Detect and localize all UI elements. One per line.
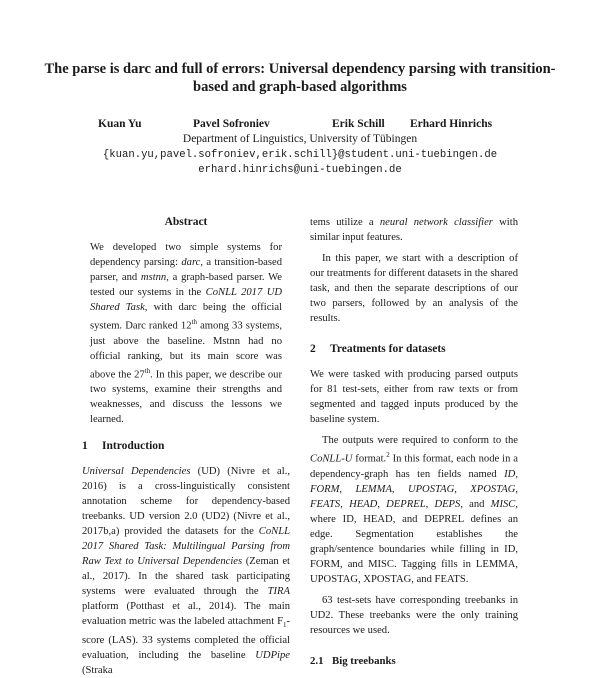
section-heading: 2 Treatments for datasets [310,343,446,355]
author-list [0,118,600,134]
author-name: Erhard Hinrichs [410,118,493,130]
author-name: Kuan Yu [98,118,142,130]
paragraph: tems utilize a neural network classifier with similar input features. [310,217,518,243]
left-column [82,215,290,678]
abstract-text: We developed two simple systems for dependency parsing: darc, a transition-based parser, and mstnn, a graph-based parser. We tested our systems in the CoNLL 2017 UD Shared Task, with darc being the official system. Darc ranked 12th among 33 systems, just above the baseline. Mstnn had no official ranking, but its main score was above the 27th. In this paper, we describe our two systems, examine their strengths and weaknesses, and discuss the lessons we learned. [90,242,283,426]
section-heading: 1 Introduction [82,440,165,453]
paragraph: 63 test-sets have corresponding treebanks in UD2. These treebanks were the only training resources we used. [310,594,518,636]
author-email: {kuan.yu,pavel.sofroniev,erik.schill}@student.uni-tuebingen.de [102,149,498,161]
intro-paragraph: Universal Dependencies (UD) (Nivre et al., 2016) is a cross-linguistically consistent annotation scheme for dependency-based treebanks. UD version 2.0 (UD2) (Nivre et al., 2017b,a) provided the datasets for the CoNLL 2017 Shared Task: Multilingual Parsing from Raw Text to Universal Dependencies (Zeman et al., 2017). In the shared task participating systems were evaluated through the TIRA platform (Potthast et al., 2014). The main evaluation metric was the labeled attachment $F_1$-score (LAS). 33 systems completed the official evaluation, including the baseline UDPipe (Straka [82,466,290,677]
author-name: Erik Schill [332,118,385,130]
author-email: erhard.hinrichs@uni-tuebingen.de [198,164,402,176]
abstract-heading: Abstract [164,216,208,228]
right-column [310,215,518,669]
paragraph: The outputs were required to conform to the CoNLL-U format.$^2$ In this format, each node in a dependency-graph has ten fields named ID, FORM, LEMMA, UPOSTAG, XPOSTAG, FEATS, HEAD, DEPREL, DEPS, and MISC, where ID, HEAD, and DEPREL defines an edge. Segmentation establishes the graph/sentence boundaries while filling in ID, FORM, and MISC. Tagging fills in LEMMA, UPOSTAG, XPOSTAG, and FEATS. [310,435,519,585]
paragraph: In this paper, we start with a description of our treatments for different datasets in the shared task, and then the separate descriptions of our two parsers, followed by an analysis of the results. [310,253,518,324]
affiliation: Department of Linguistics, University of Tübingen [182,133,418,145]
author-name: Pavel Sofroniev [193,118,270,130]
subsection-heading: 2.1 Big treebanks [310,654,396,667]
paragraph: We were tasked with producing parsed outputs for 81 test-sets, either from raw texts or from segmented and tagged inputs produced by the baseline system. [310,369,518,425]
paper-title: The parse is darc and full of errors: Universal dependency parsing with transition-based and graph-based algorithms [44,61,556,95]
